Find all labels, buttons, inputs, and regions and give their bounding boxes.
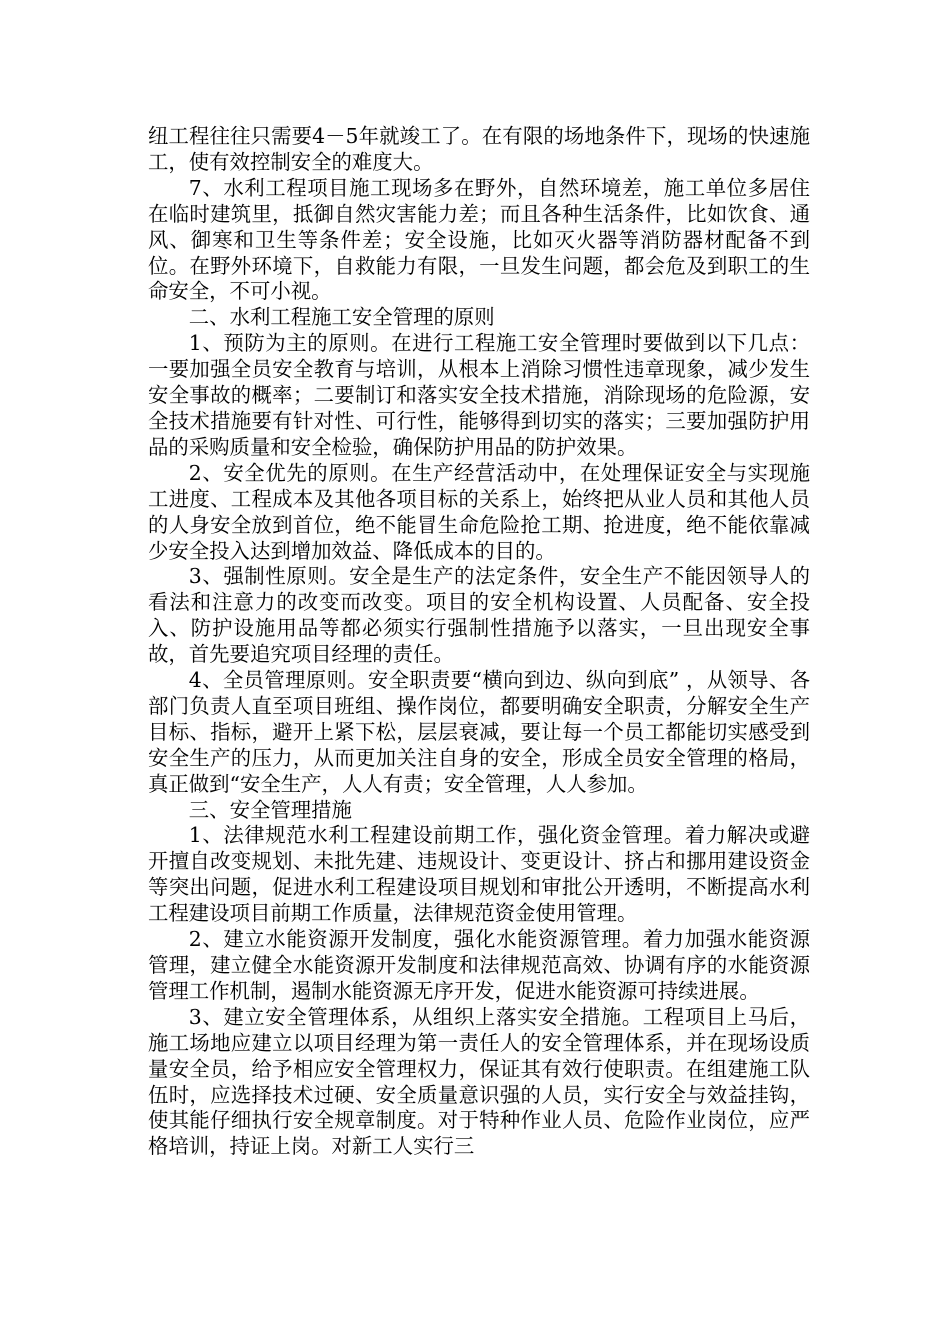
document-body [148, 124, 810, 1160]
paragraph-principle-4: 4、全员管理原则。安全职责要“横向到边、纵向到底” ，从领导、各部门负责人直至项目班组、操作岗位，都要明确安全职责，分解安全生产目标、指标，避开上紧下松，层层衰减，要让每一个员工都能切实感受到安全生产的压力，从而更加关注自身的安全，形成全员安全管理的格局，真正做到“安全生产，人人有责；安全管理，人人参加。 [148, 668, 810, 796]
paragraph-principle-2: 2、安全优先的原则。在生产经营活动中，在处理保证安全与实现施工进度、工程成本及其他各项目标的关系上，始终把从业人员和其他人员的人身安全放到首位，绝不能冒生命危险抢工期、抢进度，绝不能依靠减少安全投入达到增加效益、降低成本的目的。 [148, 460, 810, 563]
paragraph-measure-3: 3、建立安全管理体系，从组织上落实安全措施。工程项目上马后，施工场地应建立以项目经理为第一责任人的安全管理体系，并在现场设质量安全员，给予相应安全管理权力，保证其有效行使职责。在组建施工队伍时，应选择技术过硬、安全质量意识强的人员，实行安全与效益挂钩，使其能仔细执行安全规章制度。对于特种作业人员、危险作业岗位，应严格培训，持证上岗。对新工人实行三 [148, 1004, 810, 1159]
paragraph-principle-3: 3、强制性原则。安全是生产的法定条件，安全生产不能因领导人的看法和注意力的改变而改变。项目的安全机构设置、人员配备、安全投入、防护设施用品等都必须实行强制性措施予以落实，一旦出现安全事故，首先要追究项目经理的责任。 [148, 564, 810, 667]
paragraph-measure-1: 1、法律规范水利工程建设前期工作，强化资金管理。着力解决或避开擅自改变规划、未批先建、违规设计、变更设计、挤占和挪用建设资金等突出问题，促进水利工程建设项目规划和审批公开透明，不断提高水利工程建设项目前期工作质量，法律规范资金使用管理。 [148, 823, 810, 926]
section-heading-3: 三、安全管理措施 [188, 797, 352, 822]
paragraph-continuation: 纽工程往往只需要4－5年就竣工了。在有限的场地条件下，现场的快速施工，使有效控制安全的难度大。 [148, 124, 810, 174]
paragraph-item-7: 7、水利工程项目施工现场多在野外，自然环境差，施工单位多居住在临时建筑里，抵御自然灾害能力差；而且各种生活条件，比如饮食、通风、御寒和卫生等条件差；安全设施，比如灭火器等消防器材配备不到位。在野外环境下，自救能力有限，一旦发生问题，都会危及到职工的生命安全，不可小视。 [148, 175, 810, 304]
section-heading-2: 二、水利工程施工安全管理的原则 [188, 305, 495, 330]
paragraph-principle-1: 1、预防为主的原则。在进行工程施工安全管理时要做到以下几点：一要加强全员安全教育与培训，从根本上消除习惯性违章现象，减少发生安全事故的概率；二要制订和落实安全技术措施，消除现场的危险源，安全技术措施要有针对性、可行性，能够得到切实的落实；三要加强防护用品的采购质量和安全检验，确保防护用品的防护效果。 [148, 331, 810, 459]
paragraph-measure-2: 2、建立水能资源开发制度，强化水能资源管理。着力加强水能资源管理，建立健全水能资源开发制度和法律规范高效、协调有序的水能资源管理工作机制，遏制水能资源无序开发，促进水能资源可持续进展。 [148, 927, 810, 1003]
